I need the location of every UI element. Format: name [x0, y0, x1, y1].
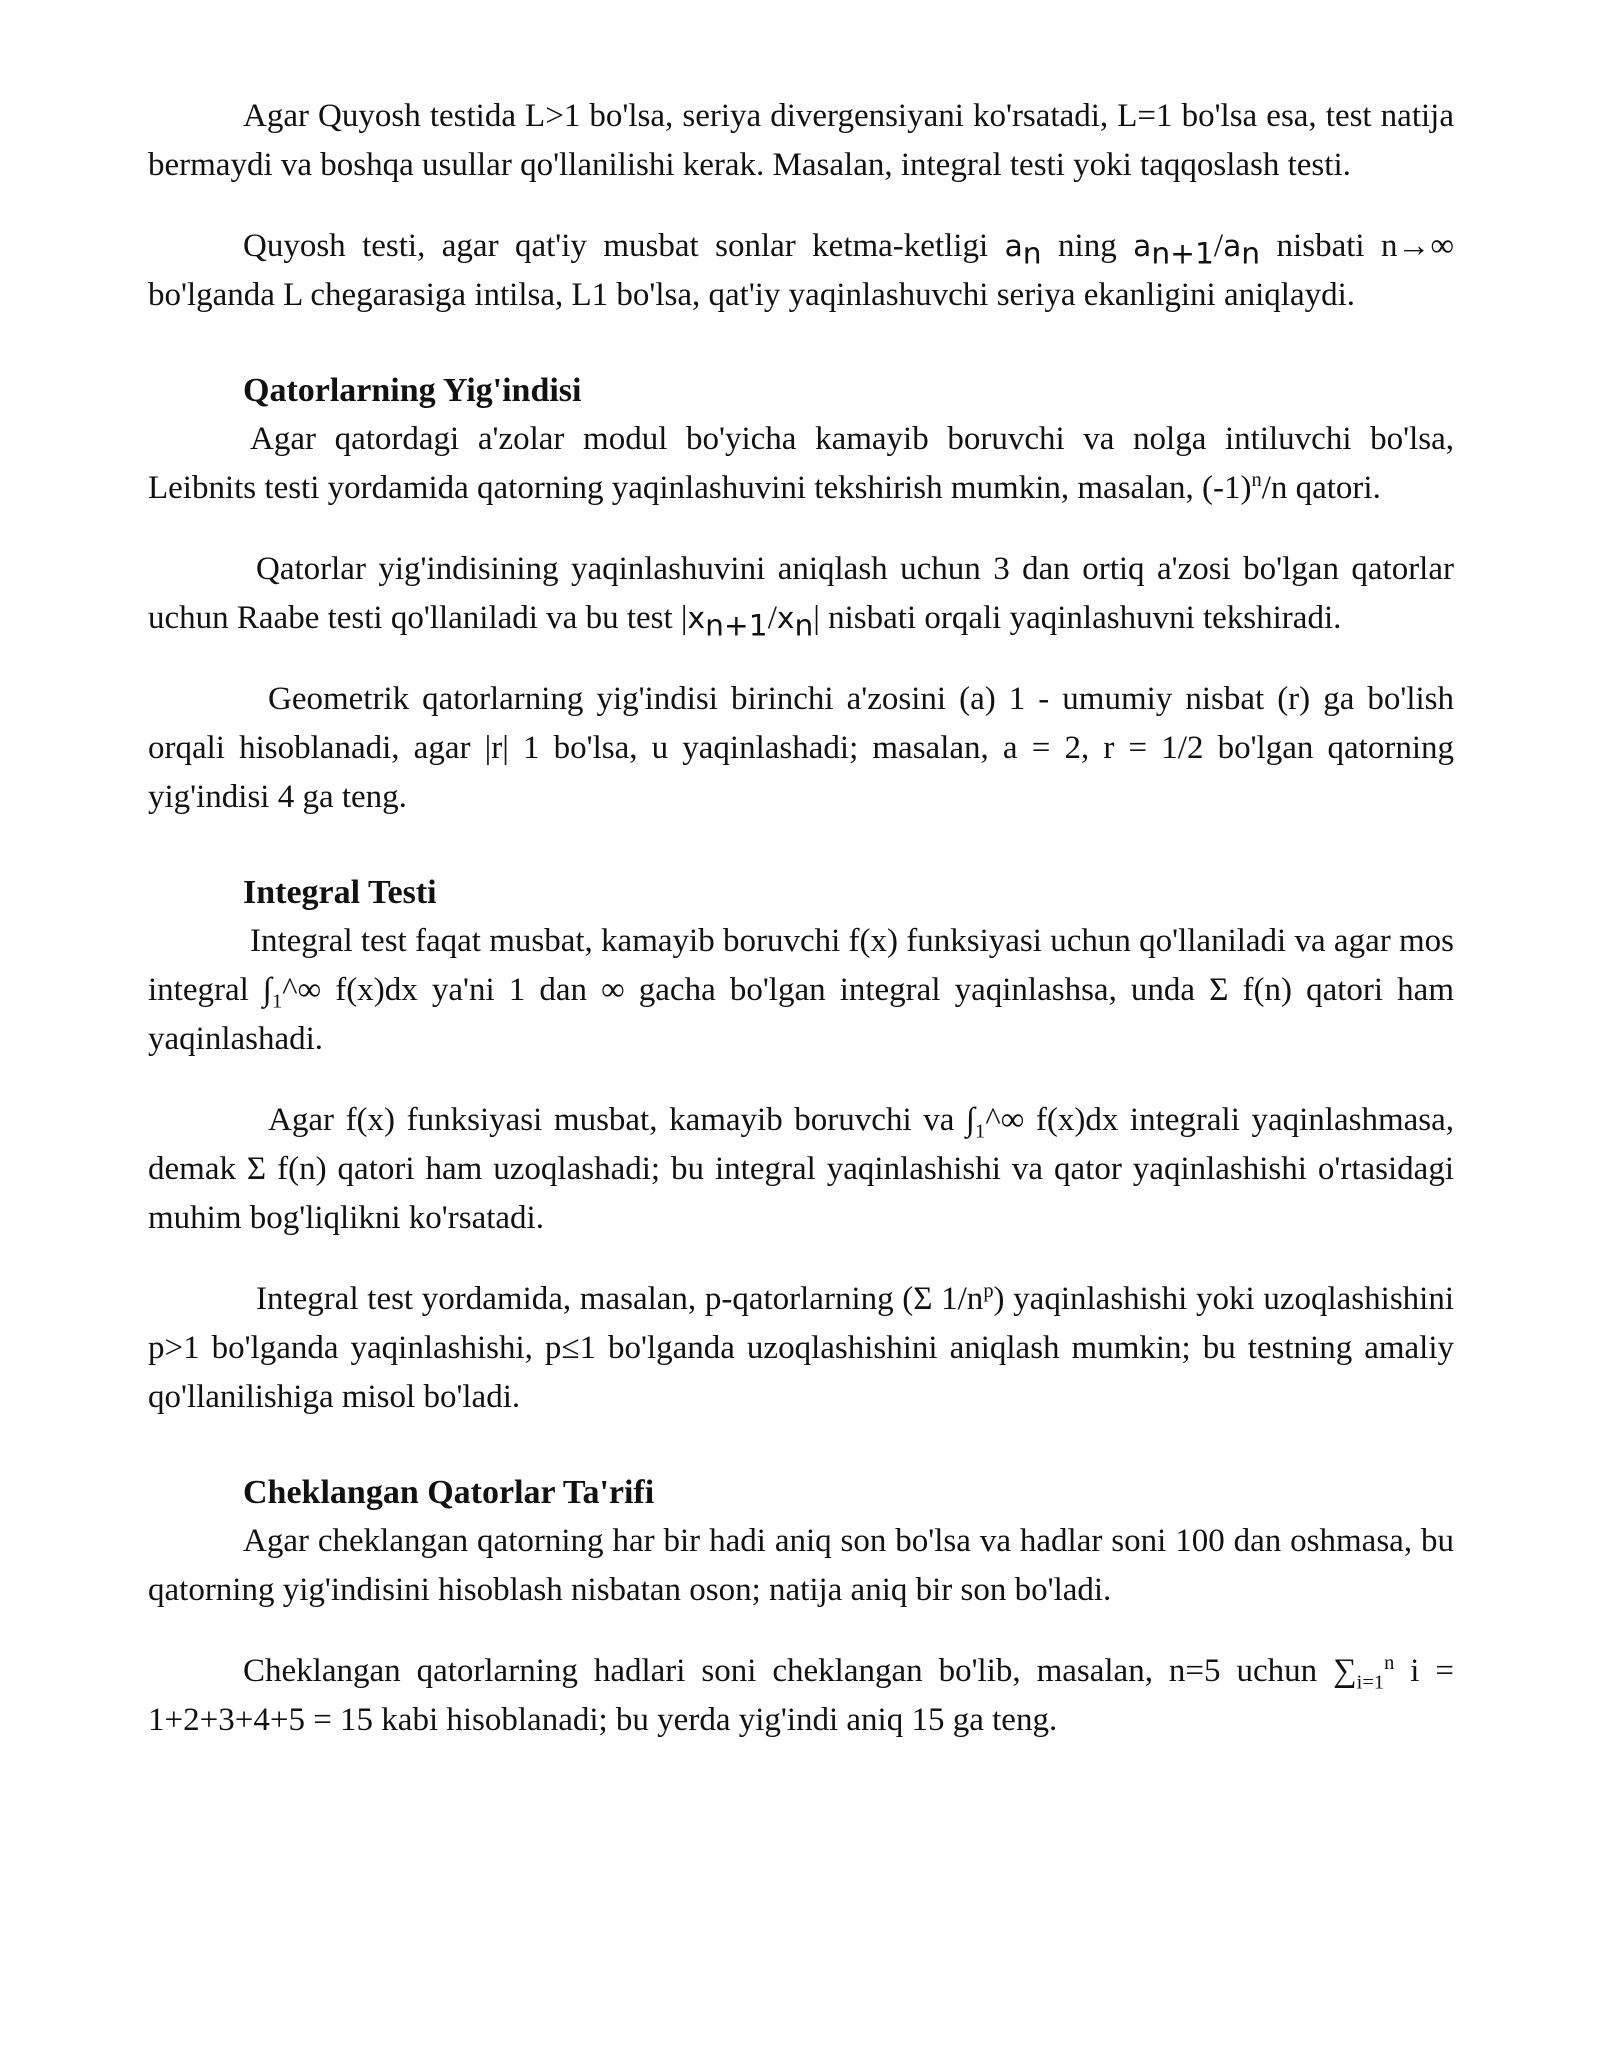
slash: / — [1213, 228, 1224, 264]
paragraph-quyosh-divergence — [148, 92, 1454, 190]
subscript-n: n — [1241, 236, 1261, 272]
paragraph-text: Integral test faqat musbat, kamayib boruvchi f(x) funksiyasi uchun qo'llaniladi va agar mos integral ∫ — [148, 923, 1454, 1008]
section-heading-cheklangan-qatorlar: Cheklangan Qatorlar Ta'rifi — [243, 1474, 655, 1511]
paragraph-text: Agar qatordagi a'zolar modul bo'yicha kamayib boruvchi va nolga intiluvchi bo'lsa, Leibnits testi yordamida qatorning yaqinlashuvini tekshirish mumkin, masalan, (-1) — [148, 421, 1454, 506]
paragraph-text: nisbati — [1260, 228, 1381, 264]
paragraph-text: | nisbati orqali yaqinlashuvni tekshiradi. — [813, 600, 1342, 636]
spacer — [148, 1243, 1454, 1275]
spacer — [148, 320, 1454, 366]
paragraph-text: i = 1+2+3+4+5 = 15 kabi hisoblanadi; bu yerda yig'indi aniq 15 ga teng. — [148, 1653, 1454, 1738]
paragraph-integral-divergence — [148, 1096, 1454, 1243]
paragraph-integral-test — [148, 917, 1454, 1064]
paragraph-text: Agar f(x) funksiyasi musbat, kamayib boruvchi va ∫ — [268, 1102, 976, 1138]
spacer — [148, 643, 1454, 675]
paragraph-text: Quyosh testi, agar qat'iy musbat sonlar ketma-ketligi — [243, 228, 1005, 264]
subscript-1: 1 — [975, 1120, 986, 1143]
superscript-n: n — [1251, 469, 1262, 491]
spacer — [148, 1615, 1454, 1647]
n-to-infinity: n→∞ — [1380, 228, 1455, 264]
paragraph-quyosh-test — [148, 222, 1454, 320]
paragraph-text: ning — [1041, 228, 1134, 264]
section-heading-qatorlarning-yigindisi: Qatorlarning Yig'indisi — [243, 372, 582, 409]
superscript-n: n — [1384, 1652, 1395, 1674]
subscript-n-plus-1: n+1 — [1151, 236, 1214, 272]
spacer — [148, 513, 1454, 545]
spacer — [148, 1064, 1454, 1096]
paragraph-text: ^∞ f(x)dx ya'ni 1 dan ∞ gacha bo'lgan integral yaqinlashsa, unda Σ f(n) qatori ham yaqinlashadi. — [148, 972, 1455, 1057]
document-page — [148, 92, 1454, 1745]
paragraph-text: Qatorlar yig'indisining yaqinlashuvini aniqlash uchun 3 dan ortiq a'zosi bo'lgan qatorlar uchun Raabe testi qo'llaniladi va bu test | — [148, 551, 1454, 636]
paragraph-cheklangan-definition — [148, 1517, 1454, 1615]
paragraph-cheklangan-example — [148, 1647, 1454, 1745]
symbol-x: x — [687, 601, 706, 636]
paragraph-raabe — [148, 545, 1454, 643]
paragraph-text: Geometrik qatorlarning yig'indisi birinchi a'zosini (a) 1 - umumiy nisbat (r) ga bo'lish orqali hisoblanadi, agar |r| 1 bo'lsa, u yaqinlashadi; masalan, a = 2, r = 1/2 bo'lgan qatorning yig'indisi 4 ga teng. — [148, 681, 1454, 815]
symbol-a: a — [1004, 229, 1023, 264]
paragraph-text: bo'lganda L chegarasiga intilsa, L1 bo'lsa, qat'iy yaqinlashuvchi seriya ekanligini aniqlaydi. — [148, 277, 1356, 313]
paragraph-text: Cheklangan qatorlarning hadlari soni cheklangan bo'lib, masalan, n=5 uchun — [243, 1653, 1334, 1689]
section-heading-integral-testi: Integral Testi — [243, 874, 437, 911]
spacer — [148, 822, 1454, 868]
symbol-a: a — [1133, 229, 1152, 264]
subscript-1: 1 — [271, 990, 283, 1013]
paragraph-text: ) yaqinlashishi yoki uzoqlashishini p>1 bo'lganda yaqinlashishi, p≤1 bo'lganda uzoqlashishini aniqlash mumkin; bu testning amaliy qo'llanilishiga misol bo'ladi. — [148, 1281, 1454, 1415]
subscript-n-plus-1: n+1 — [705, 608, 768, 644]
spacer — [148, 1422, 1454, 1468]
symbol-x: x — [776, 601, 795, 636]
slash: / — [767, 600, 777, 636]
paragraph-geometrik — [148, 675, 1454, 822]
superscript-p: p — [983, 1280, 994, 1302]
subscript-n: n — [1022, 236, 1042, 272]
paragraph-text: Agar cheklangan qatorning har bir hadi aniq son bo'lsa va hadlar soni 100 dan oshmasa, bu qatorning yig'indisini hisoblash nisbatan oson; natija aniq bir son bo'ladi. — [148, 1523, 1454, 1608]
spacer — [148, 190, 1454, 222]
subscript-i-equals-1: i=1 — [1356, 1671, 1385, 1694]
paragraph-text: Agar Quyosh testida L>1 bo'lsa, seriya divergensiyani ko'rsatadi, L=1 bo'lsa esa, test natija bermaydi va boshqa usullar qo'llanilishi kerak. Masalan, integral testi yoki taqqoslash testi. — [148, 98, 1454, 183]
paragraph-text: Integral test yordamida, masalan, p-qatorlarning (Σ 1/n — [256, 1281, 984, 1317]
subscript-n: n — [794, 608, 814, 644]
paragraph-leibnits — [148, 415, 1454, 513]
symbol-a: a — [1223, 229, 1242, 264]
paragraph-text: /n qatori. — [1261, 470, 1381, 506]
paragraph-p-series — [148, 1275, 1454, 1422]
sigma-symbol: ∑ — [1333, 1653, 1357, 1689]
paragraph-text: ^∞ f(x)dx integrali yaqinlashmasa, demak Σ f(n) qatori ham uzoqlashadi; bu integral yaqinlashishi va qator yaqinlashishi o'rtasidagi muhim bog'liqlikni ko'rsatadi. — [148, 1102, 1455, 1236]
